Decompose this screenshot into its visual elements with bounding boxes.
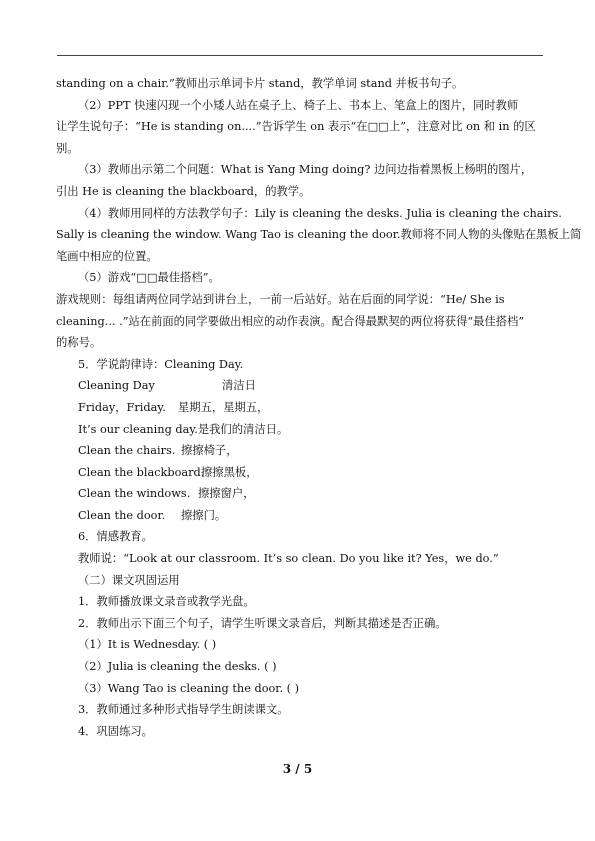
poem-line bbox=[56, 505, 542, 527]
poem-line bbox=[56, 440, 542, 462]
list-item: 3．教师通过多种形式指导学生朗读课文。 bbox=[78, 703, 289, 717]
section-heading: 6．情感教育。 bbox=[78, 530, 153, 544]
poem-zh: 擦擦门。 bbox=[181, 508, 227, 522]
text-line: cleaning... .”站在前面的同学要做出相应的动作表演。配合得最默契的两位将获得“最佳搭档” bbox=[56, 314, 525, 328]
text-line: 笔画中相应的位置。 bbox=[56, 249, 158, 263]
poem-en: Clean the chairs. bbox=[78, 444, 176, 458]
text-line: （3）教师出示第二个问题：What is Yang Ming doing? 边问边指着黑板上杨明的图片， bbox=[78, 163, 533, 177]
poem-en: Clean the door. bbox=[78, 508, 166, 522]
text-line: 教师说：“Look at our classroom. It’s so clean. Do you like it? Yes，we do.” bbox=[78, 552, 499, 566]
poem-line bbox=[56, 483, 542, 505]
text-line: （2）PPT 快速闪现一个小矮人站在桌子上、椅子上、书本上、笔盒上的图片，同时教师 bbox=[78, 98, 519, 112]
poem-line bbox=[56, 375, 542, 397]
text-line: 别。 bbox=[56, 141, 79, 155]
text-line: 让学生说句子：“He is standing on....”告诉学生 on 表示“在□□上”，注意对比 on 和 in 的区 bbox=[56, 120, 536, 134]
section-heading: 5．学说韵律诗：Cleaning Day. bbox=[78, 357, 244, 371]
text-line: 的称号。 bbox=[56, 336, 102, 350]
text-line: （4）教师用同样的方法教学句子：Lily is cleaning the desks. Julia is cleaning the chairs. bbox=[78, 206, 562, 220]
poem-en: Clean the blackboard. bbox=[78, 465, 205, 479]
poem-zh: 擦擦椅子， bbox=[181, 444, 238, 458]
text-line: （5）游戏“□□最佳搭档”。 bbox=[78, 271, 220, 285]
list-item: 1．教师播放课文录音或教学光盘。 bbox=[78, 595, 255, 609]
list-item: （1）It is Wednesday. ( ) bbox=[78, 638, 217, 652]
poem-title-en: Cleaning Day bbox=[78, 379, 155, 393]
poem-zh: 擦擦窗户， bbox=[198, 487, 255, 501]
page-number: 3 / 5 bbox=[282, 762, 313, 776]
list-item: 4．巩固练习。 bbox=[78, 724, 153, 738]
poem-line: It’s our cleaning day.是我们的清洁日。 bbox=[78, 422, 289, 436]
header-rule bbox=[57, 55, 543, 56]
poem-en: Clean the windows. bbox=[78, 487, 191, 501]
section-heading: （二）课文巩固运用 bbox=[78, 573, 180, 587]
text-line: 引出 He is cleaning the blackboard，的教学。 bbox=[56, 184, 311, 198]
poem-zh: 擦擦黑板， bbox=[201, 465, 258, 479]
poem-en: Friday，Friday. bbox=[78, 400, 166, 414]
poem-line bbox=[56, 462, 542, 484]
text-line: Sally is cleaning the window. Wang Tao is cleaning the door.教师将不同人物的头像贴在黑板上简 bbox=[56, 228, 582, 242]
poem-title-zh: 清洁日 bbox=[222, 379, 256, 393]
list-item: （3）Wang Tao is cleaning the door. ( ) bbox=[78, 681, 300, 695]
document-body bbox=[56, 73, 582, 742]
poem-line bbox=[56, 397, 542, 419]
poem-zh: 星期五，星期五， bbox=[178, 400, 269, 414]
text-line: 游戏规则：每组请两位同学站到讲台上，一前一后站好。站在后面的同学说：“He/ She is bbox=[56, 292, 505, 306]
text-line: standing on a chair.”教师出示单词卡片 stand，教学单词 stand 并板书句子。 bbox=[56, 77, 464, 90]
list-item: （2）Julia is cleaning the desks. ( ) bbox=[78, 660, 277, 674]
list-item: 2．教师出示下面三个句子，请学生听课文录音后，判断其描述是否正确。 bbox=[78, 616, 447, 630]
